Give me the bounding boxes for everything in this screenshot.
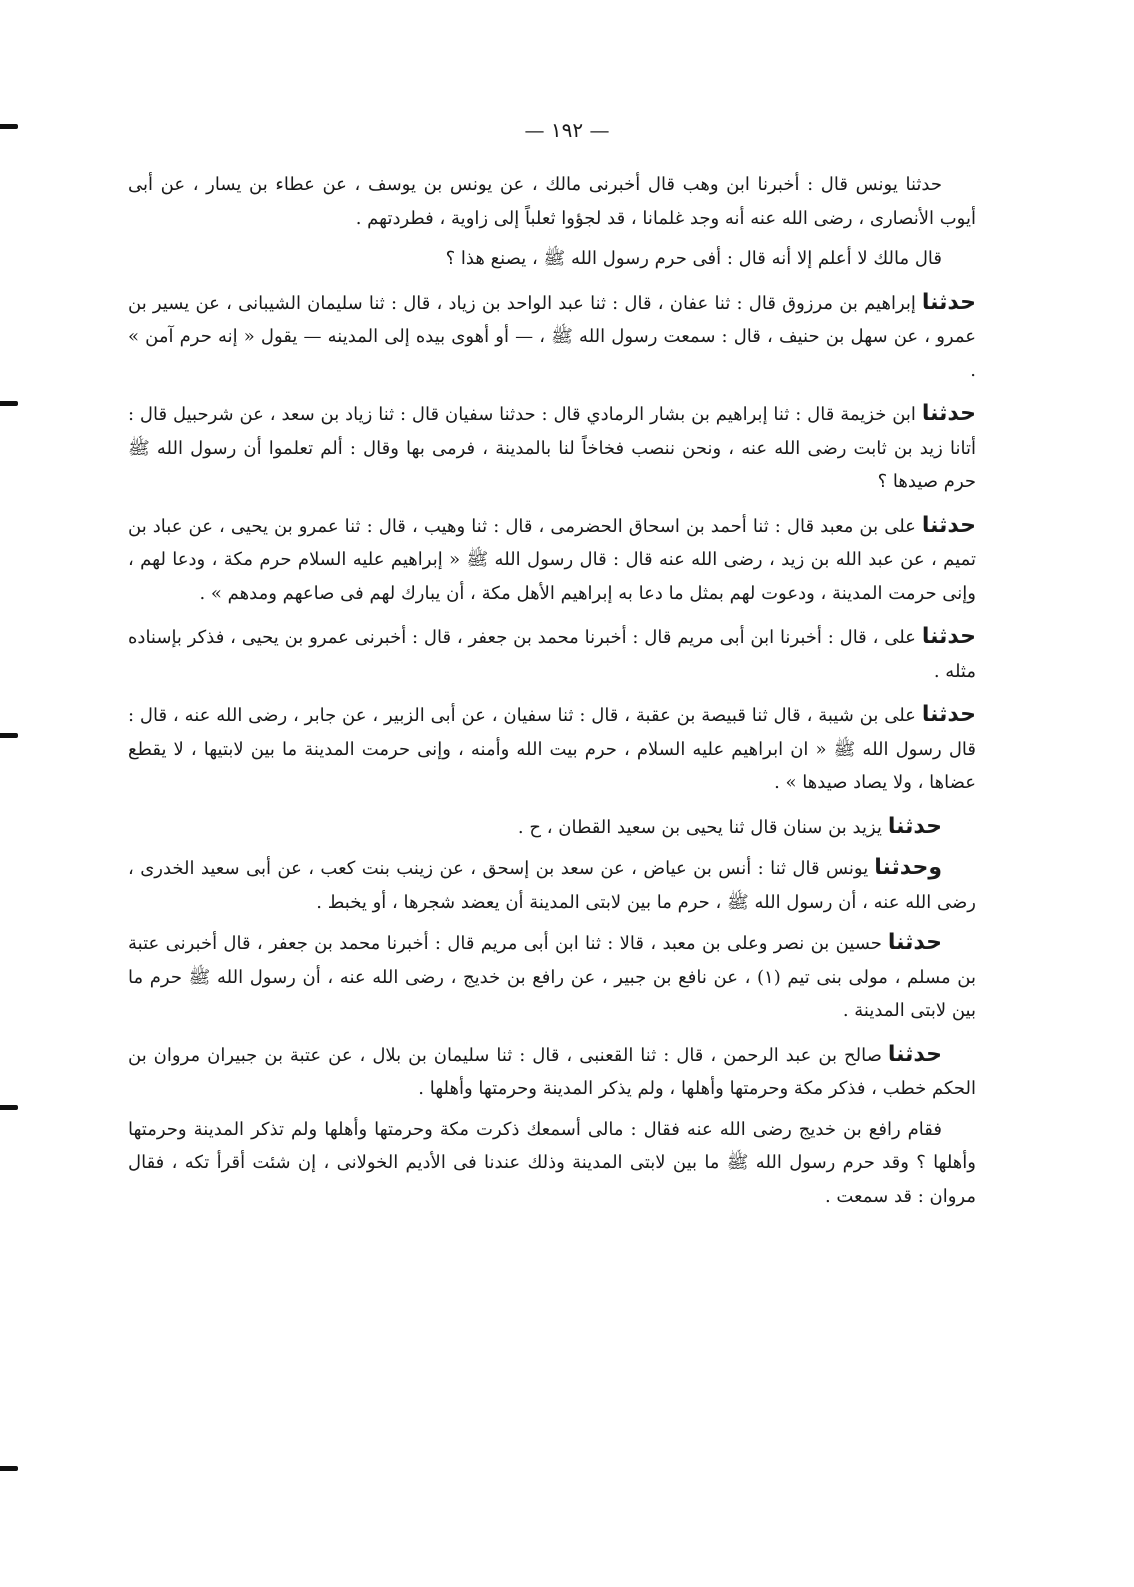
hadith-paragraph bbox=[128, 698, 976, 800]
paragraph-text: صالح بن عبد الرحمن ، قال : ثنا القعنبى ، قال : ثنا سليمان بن بلال ، عن عتبة بن جبيران مروان بن الحكم خطب ، فذكر مكة وحرمتها وأهلها ، ولم يذكر المدينة وحرمتها وأهلها . bbox=[128, 1044, 976, 1099]
binding-mark-2 bbox=[0, 401, 18, 406]
hadith-paragraph bbox=[128, 926, 976, 1028]
paragraph-text: حسين بن نصر وعلى بن معبد ، قالا : ثنا ابن أبى مريم قال : أخبرنا محمد بن جعفر ، قال أخبرنى عتبة بن مسلم ، مولى بنى تيم (١) ، عن نافع بن جبير ، عن رافع بن خديج ، رضى الله عنه ، أن رسول الله ﷺ حرم ما بين لابتى المدينة . bbox=[128, 933, 977, 1021]
hadith-paragraph bbox=[128, 286, 976, 388]
paragraph-text: يونس قال ثنا : أنس بن عياض ، عن سعد بن إسحق ، عن زينب بنت كعب ، عن أبى سعيد الخدرى ، رضى الله عنه ، أن رسول الله ﷺ ، حرم ما بين لابتى المدينة أن يعضد شجرها ، أو يخبط . bbox=[128, 858, 976, 913]
binding-mark-4 bbox=[0, 1105, 18, 1110]
opening-word: حدثنا bbox=[887, 813, 942, 839]
paragraph-text: يزيد بن سنان قال ثنا يحيى بن سعيد القطان ، ح . bbox=[517, 816, 882, 838]
opening-word: حدثنا bbox=[921, 289, 976, 315]
binding-mark-3 bbox=[0, 733, 18, 738]
paragraph-text: ابن خزيمة قال : ثنا إبراهيم بن بشار الرمادي قال : حدثنا سفيان قال : ثنا زياد بن سعد ، عن شرحبيل قال : أتانا زيد بن ثابت رضى الله عنه ، ونحن ننصب فخاخاً لنا بالمدينة ، فرمى بها وقال : ألم تعلموا أن رسول الله ﷺ حرم صيدها ؟ bbox=[128, 404, 976, 492]
opening-word: حدثنا bbox=[887, 930, 942, 955]
paragraph-text: إبراهيم بن مرزوق قال : ثنا عفان ، قال : ثنا عبد الواحد بن زياد ، قال : ثنا سليمان الشيبانى ، عن يسير بن عمرو ، عن سهل بن حنيف ، قال : سمعت رسول الله ﷺ ، — أو أهوى بيده إلى المدينه — يقول « إنه حرم آمن » . bbox=[128, 292, 976, 381]
hadith-paragraph bbox=[128, 397, 976, 499]
page-body bbox=[128, 168, 976, 1220]
hadith-paragraph bbox=[128, 620, 976, 688]
paragraph-text: قال مالك لا أعلم إلا أنه قال : أفى حرم رسول الله ﷺ ، يصنع هذا ؟ bbox=[445, 248, 942, 269]
hadith-paragraph bbox=[128, 851, 976, 919]
opening-word: حدثنا bbox=[921, 624, 976, 649]
hadith-paragraph bbox=[128, 810, 976, 845]
binding-mark-5 bbox=[0, 1466, 18, 1471]
hadith-paragraph bbox=[128, 509, 976, 611]
hadith-paragraph bbox=[128, 242, 976, 276]
opening-word: حدثنا bbox=[921, 702, 976, 727]
opening-word: وحدثنا bbox=[874, 855, 942, 880]
opening-word: حدثنا bbox=[921, 401, 976, 426]
hadith-paragraph bbox=[128, 1113, 976, 1214]
paragraph-text: على بن معبد قال : ثنا أحمد بن اسحاق الحضرمى ، قال : ثنا وهيب ، قال : ثنا عمرو بن يحيى ، عن عباد بن تميم ، عن عبد الله بن زيد ، رضى الله عنه قال : قال رسول الله ﷺ « إبراهيم عليه السلام حرم مكة ، ودعا لهم ، وإنى حرمت المدينة ، ودعوت لهم بمثل ما دعا به إبراهيم الأهل مكة ، أن يبارك لهم فى صاعهم ومدهم » . bbox=[128, 515, 976, 604]
paragraph-text: على ، قال : أخبرنا ابن أبى مريم قال : أخبرنا محمد بن جعفر ، قال : أخبرنى عمرو بن يحيى ، فذكر بإسناده مثله . bbox=[128, 627, 976, 682]
paragraph-text: حدثنا يونس قال : أخبرنا ابن وهب قال أخبرنى مالك ، عن يونس بن يوسف ، عن عطاء بن يسار ، عن أبى أيوب الأنصارى ، رضى الله عنه أنه وجد غلمانا ، قد لجؤوا ثعلباً إلى زاوية ، فطردتهم . bbox=[128, 174, 976, 229]
paragraph-text: على بن شيبة ، قال ثنا قبيصة بن عقبة ، قال : ثنا سفيان ، عن أبى الزبير ، عن جابر ، رضى الله عنه ، قال : قال رسول الله ﷺ « ان ابراهيم عليه السلام ، حرم بيت الله وأمنه ، وإنى حرمت المدينة ما بين لابتيها ، لا يقطع عضاها ، ولا يصاد صيدها » . bbox=[128, 705, 976, 793]
opening-word: حدثنا bbox=[921, 512, 976, 538]
hadith-paragraph bbox=[128, 168, 976, 235]
opening-word: حدثنا bbox=[887, 1041, 942, 1067]
hadith-paragraph bbox=[128, 1038, 976, 1106]
paragraph-text: فقام رافع بن خديج رضى الله عنه فقال : مالى أسمعك ذكرت مكة وحرمتها وأهلها ولم تذكر المدينة وحرمتها وأهلها ؟ وقد حرم رسول الله ﷺ ما بين لابتى المدينة وذلك عندنا فى الأديم الخولانى ، إن شئت أقرأ تكه ، فقال مروان : قد سمعت . bbox=[128, 1118, 976, 1207]
page-number: — ١٩٢ — bbox=[524, 118, 610, 142]
